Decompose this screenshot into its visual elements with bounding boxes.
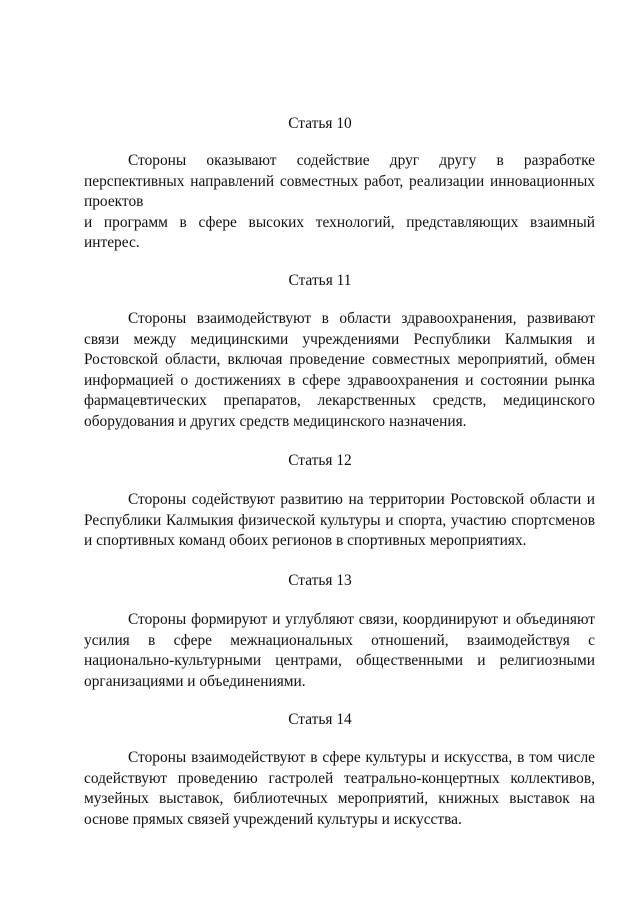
article-text — [84, 748, 595, 830]
text-line: Стороны оказывают содействие друг другу в разработке — [128, 152, 595, 169]
text-line: и спортивных команд обоих регионов в спортивных мероприятиях. — [84, 532, 527, 550]
text-line: национально-культурными центрами, общественными и религиозными — [84, 652, 595, 670]
article-heading: Статья 11 — [288, 272, 352, 289]
article-heading: Статья 12 — [288, 452, 352, 469]
article-heading: Статья 10 — [288, 115, 352, 132]
text-line: Республики Калмыкия физической культуры и спорта, участию спортсменов — [84, 511, 595, 529]
text-line: содействуют проведению гастролей театрально-концертных коллективов, — [84, 769, 595, 787]
text-line: проектов — [84, 193, 144, 211]
text-line: интерес. — [84, 234, 140, 252]
text-line: информацией о достижениях в сфере здравоохранения и состоянии рынка — [84, 371, 595, 389]
article-text — [84, 490, 595, 552]
article-text — [84, 309, 595, 433]
text-line: фармацевтических препаратов, лекарственных средств, медицинского — [84, 392, 595, 410]
text-line: связи между медицинскими учреждениями Республики Калмыкия и — [84, 330, 595, 348]
text-line: Стороны формируют и углубляют связи, координируют и объединяют — [128, 611, 595, 628]
text-line: Стороны взаимодействуют в области здравоохранения, развивают — [128, 310, 595, 327]
text-line: Стороны содействуют развитию на территории Ростовской области и — [128, 491, 595, 508]
article-text — [84, 610, 595, 692]
article-heading: Статья 13 — [288, 572, 352, 589]
text-line: усилия в сфере межнациональных отношений, взаимодействуя с — [84, 631, 595, 649]
text-line: музейных выставок, библиотечных мероприятий, книжных выставок на — [84, 790, 595, 808]
article-text — [84, 151, 595, 254]
text-line: организациями и объединениями. — [84, 672, 306, 690]
text-line: перспективных направлений совместных работ, реализации инновационных — [84, 172, 595, 190]
text-line: основе прямых связей учреждений культуры и искусства. — [84, 810, 462, 828]
article-heading: Статья 14 — [288, 711, 352, 728]
text-line: оборудования и других средств медицинского назначения. — [84, 412, 467, 430]
text-line: Ростовской области, включая проведение совместных мероприятий, обмен — [84, 351, 595, 369]
text-line: и программ в сфере высоких технологий, представляющих взаимный — [84, 213, 595, 231]
text-line: Стороны взаимодействуют в сфере культуры и искусства, в том числе — [128, 749, 595, 766]
